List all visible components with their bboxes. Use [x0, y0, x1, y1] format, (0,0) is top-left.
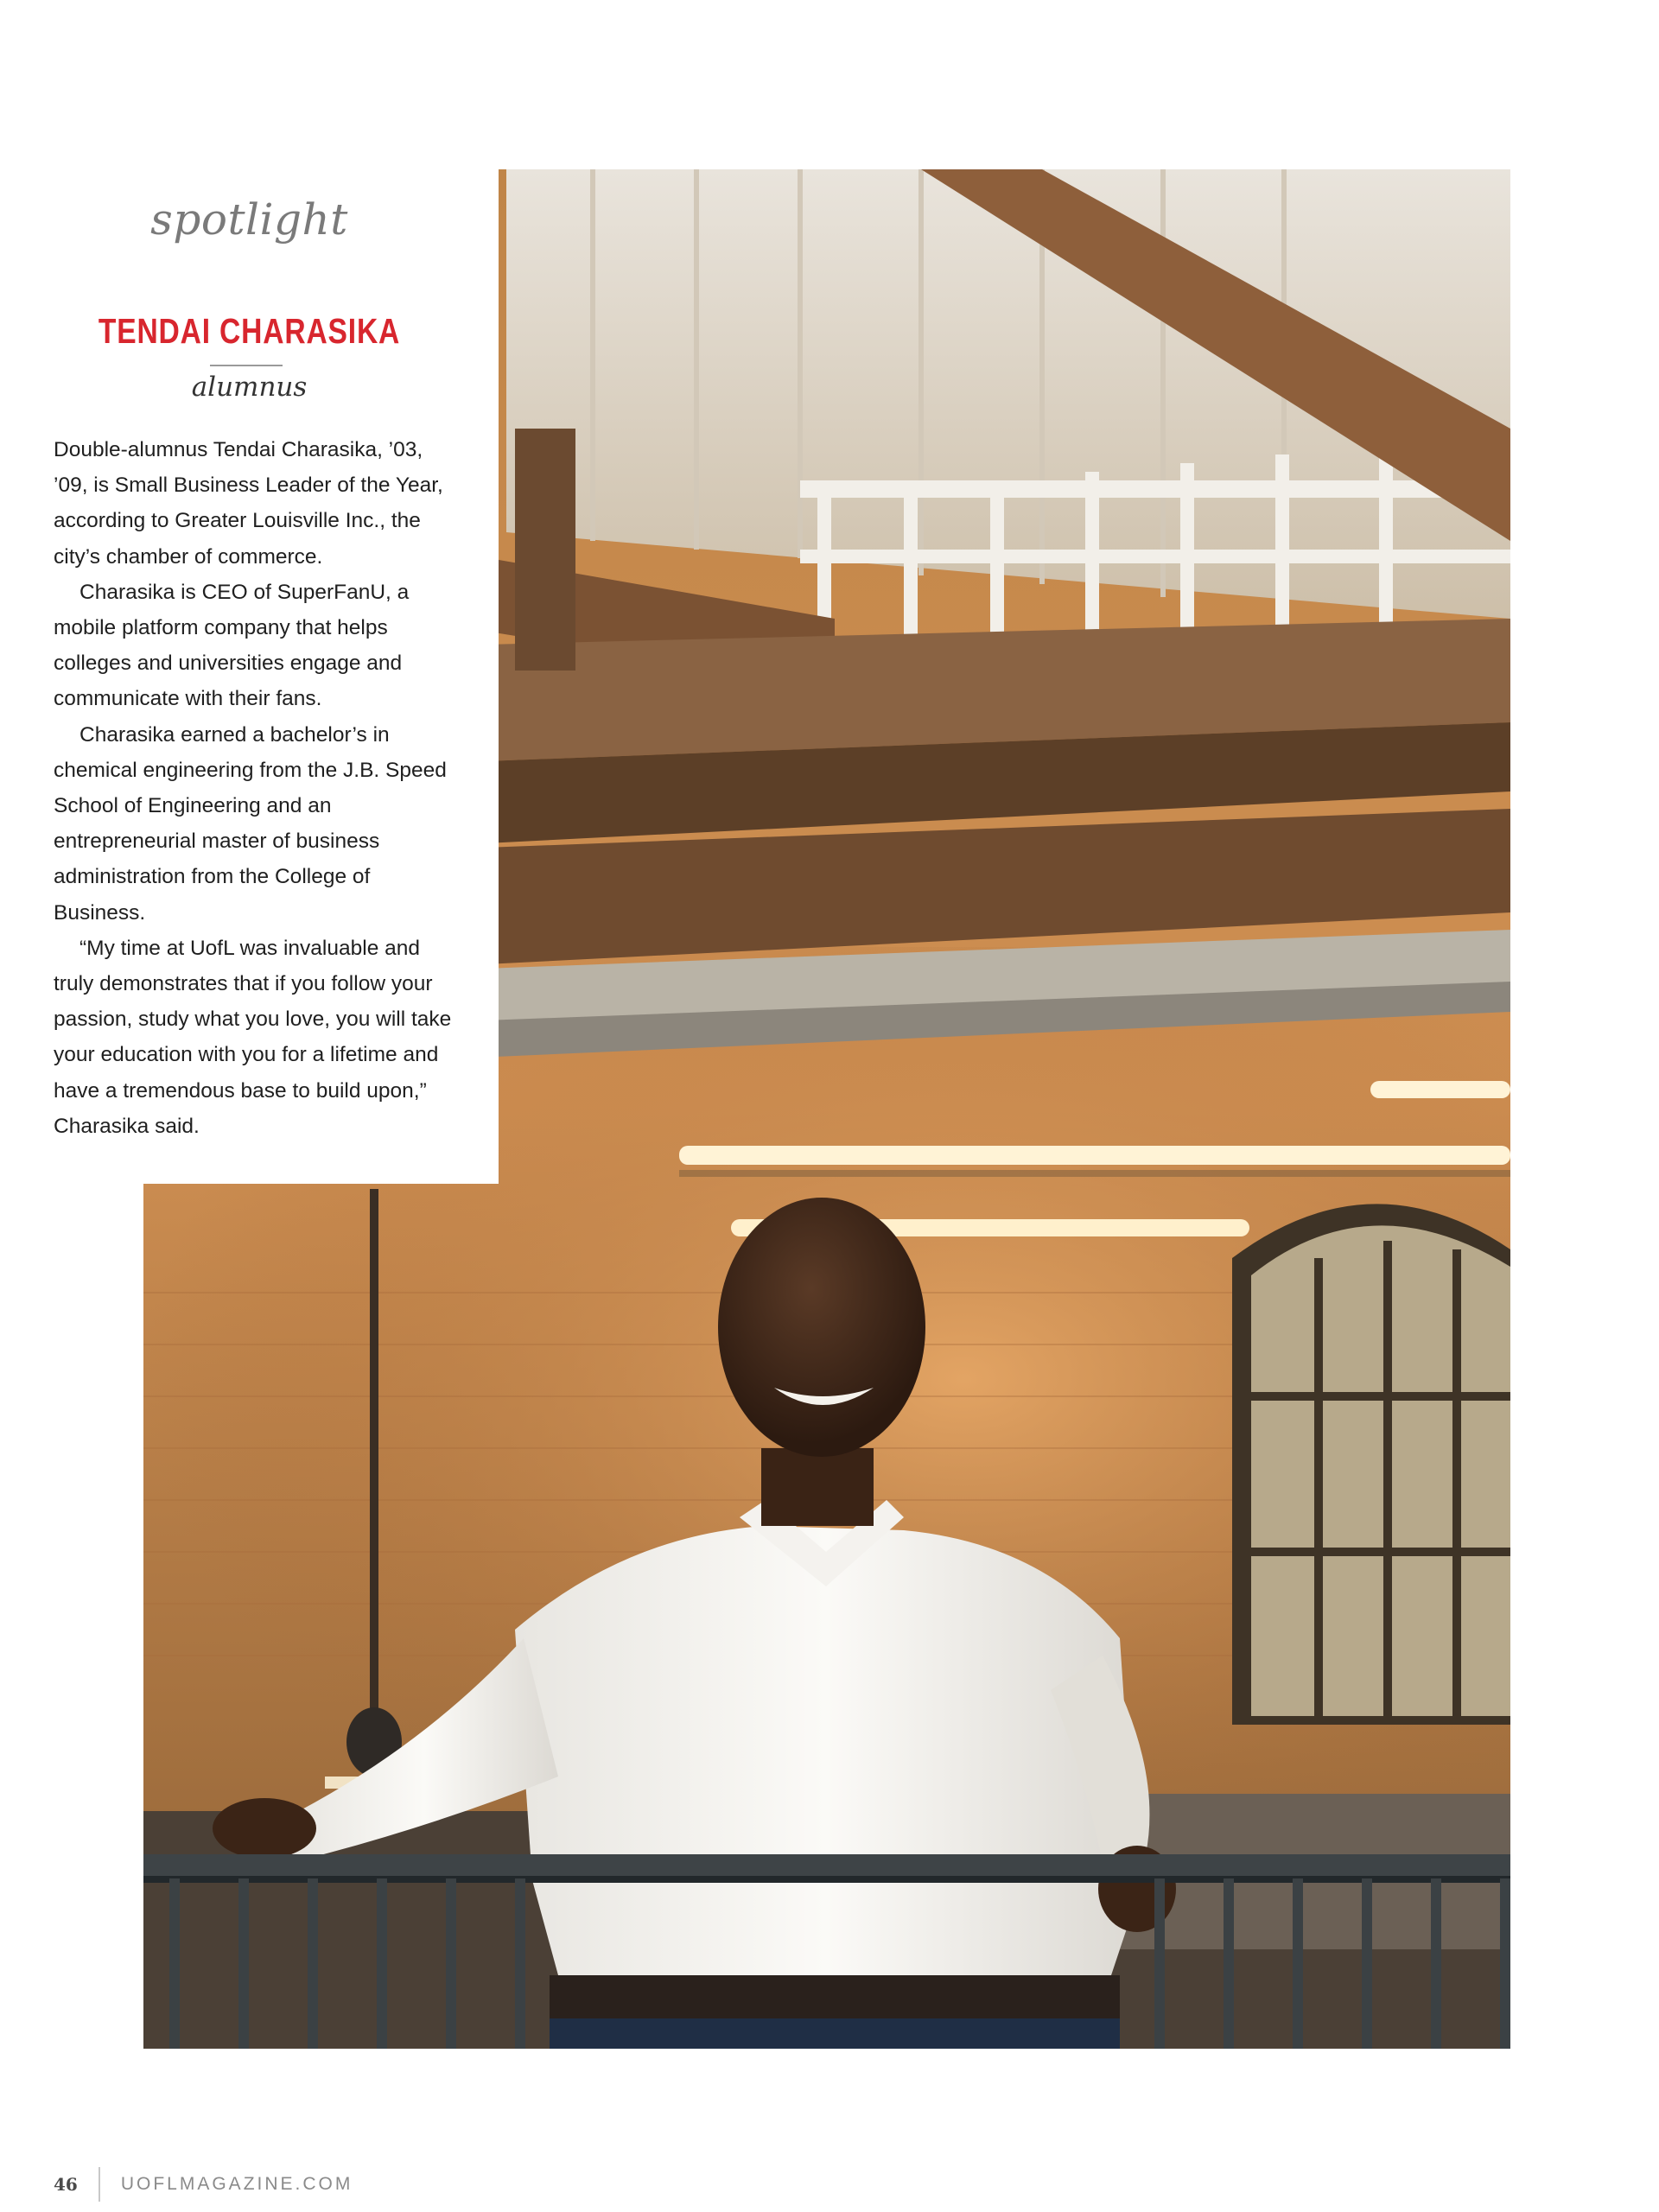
page-number: 46 [54, 2174, 78, 2195]
footer-divider [99, 2167, 100, 2202]
page-footer [54, 2167, 353, 2202]
body-paragraph-2: Charasika is CEO of SuperFanU, a mobile platform company that helps colleges and universities engage and communicate with their fans. [54, 580, 410, 711]
article-body [54, 432, 453, 1144]
name-divider [210, 365, 283, 366]
article-sidebar [0, 0, 499, 1184]
section-label: spotlight [150, 194, 348, 245]
body-paragraph-1: Double-alumnus Tendai Charasika, ’03, ’09, is Small Business Leader of the Year, according to Greater Louisville Inc., the city’s chamber of commerce. [54, 438, 443, 569]
person-role: alumnus [191, 372, 308, 403]
site-url[interactable]: UOFLMAGAZINE.COM [120, 2174, 353, 2194]
body-paragraph-3: Charasika earned a bachelor’s in chemical engineering from the J.B. Speed School of Engineering and an entrepreneurial master of business administration from the College of Business. [54, 722, 447, 925]
person-name: TENDAI CHARASIKA [98, 311, 401, 351]
body-paragraph-4: “My time at UofL was invaluable and truly demonstrates that if you follow your passion, study what you love, you will take your education with you for a lifetime and have a tremendous base to build upon,” Charasika said. [54, 936, 452, 1138]
